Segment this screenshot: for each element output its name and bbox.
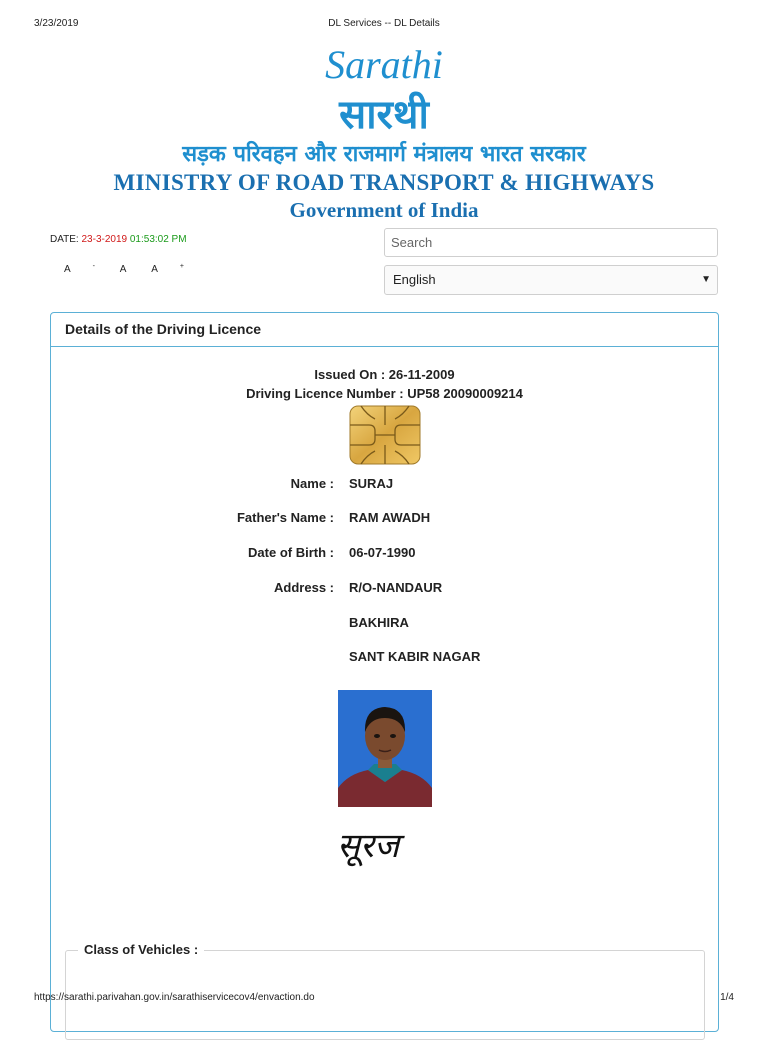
address-line-2: BAKHIRA (349, 615, 409, 630)
svg-text:सूरज: सूरज (337, 826, 400, 866)
date-value: 23-3-2019 (81, 234, 128, 245)
class-of-vehicles-legend: Class of Vehicles : (78, 942, 204, 957)
ministry-english: MINISTRY OF ROAD TRANSPORT & HIGHWAYS (113, 170, 655, 195)
holder-photo (338, 690, 432, 807)
chevron-down-icon: ▼ (701, 274, 711, 285)
date-label: DATE: (50, 234, 82, 245)
dob-label: Date of Birth : (248, 545, 334, 560)
sarathi-logo (0, 40, 768, 225)
dob-value: 06-07-1990 (349, 545, 416, 560)
address-line-1: R/O-NANDAUR (349, 580, 443, 595)
print-date: 3/23/2019 (34, 18, 79, 29)
font-normal-button[interactable]: A (119, 264, 127, 276)
search-input[interactable] (384, 228, 718, 257)
government-of-india: Government of India (289, 198, 479, 222)
print-title: DL Services -- DL Details (328, 18, 440, 29)
font-increase-button[interactable]: A + (151, 263, 185, 276)
font-size-controls (64, 263, 206, 275)
name-label: Name : (290, 476, 334, 491)
print-url: https://sarathi.parivahan.gov.in/sarathiservicecov4/envaction.do (34, 992, 315, 1003)
dl-number: Driving Licence Number : UP58 20090009214 (246, 386, 523, 401)
sarathi-logo-icon (304, 40, 464, 140)
ministry-hindi: सड़क परिवहन और राजमार्ग मंत्रालय भारत सरकार (182, 141, 586, 167)
issued-on: Issued On : 26-11-2009 (314, 367, 455, 382)
print-page-number: 1/4 (720, 992, 734, 1003)
father-name-label: Father's Name : (236, 510, 334, 525)
date-display (50, 234, 187, 245)
father-name-value: RAM AWADH (349, 510, 431, 525)
language-selected: English (393, 272, 436, 287)
holder-signature (333, 819, 443, 869)
smart-card-chip-icon (349, 405, 421, 465)
logo-sarathi-english: Sarathi (325, 42, 443, 87)
time-value: 01:53:02 PM (127, 234, 187, 245)
font-decrease-button[interactable]: A - (64, 263, 96, 276)
address-line-3: SANT KABIR NAGAR (349, 649, 481, 664)
language-select[interactable] (384, 265, 718, 295)
logo-sarathi-hindi: सारथी (339, 92, 429, 138)
name-value: SURAJ (349, 476, 394, 491)
panel-title: Details of the Driving Licence (51, 313, 718, 347)
licence-details-panel (50, 312, 719, 1032)
address-label: Address : (274, 580, 334, 595)
